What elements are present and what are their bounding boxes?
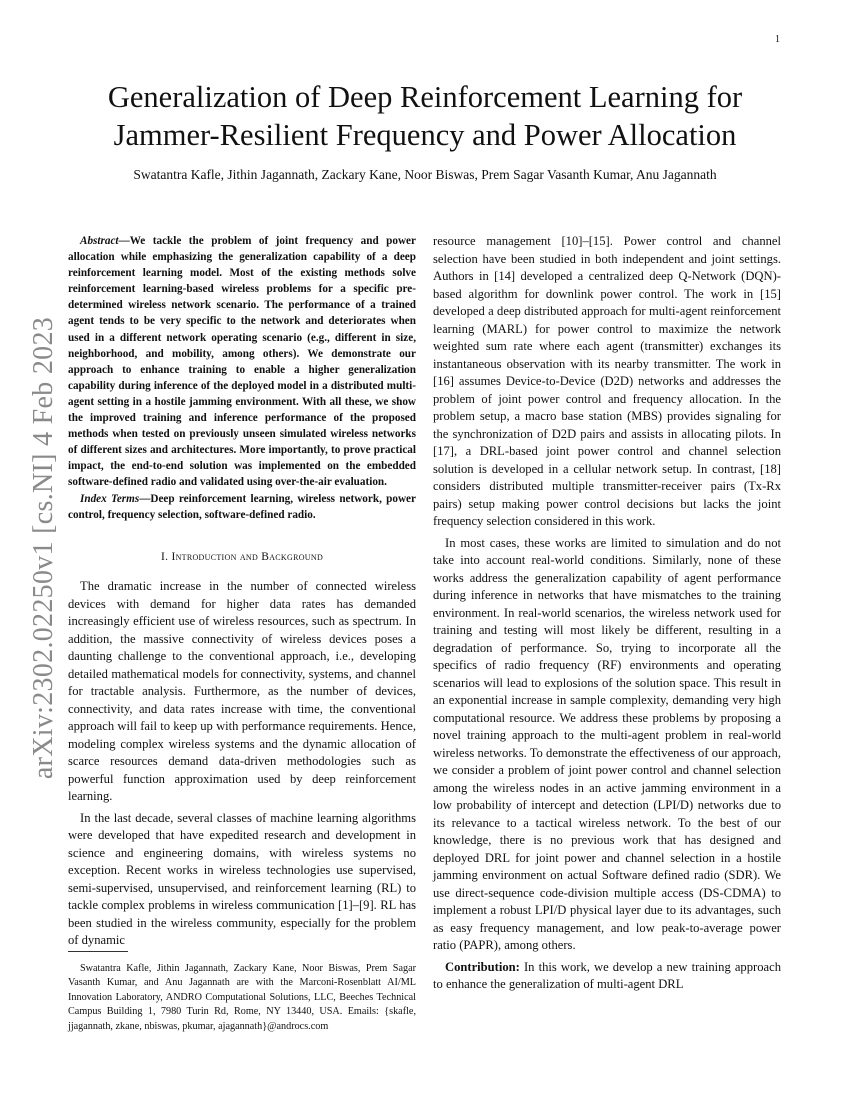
paragraph: In the last decade, several classes of machine learning algorithms were developed that have expedited research and development in science and engineering domains, with wireless systems no exception. Recent works in wireless technologies use supervised, semi-supervised, unsupervised, and reinforcement learning (RL) to tackle complex problems in wireless communication [1]–[9]. RL has been studied in the wireless community, especially for the problem of dynamic [68, 810, 416, 948]
section-title: Introduction and Background [171, 550, 324, 563]
author-list: Swatantra Kafle, Jithin Jagannath, Zackary Kane, Noor Biswas, Prem Sagar Vasanth Kumar, Anu Jagannath [133, 167, 717, 182]
title-line-2: Jammer-Resilient Frequency and Power Allocation [113, 118, 737, 152]
paragraph: In most cases, these works are limited to simulation and do not take into account real-world conditions. Similarly, none of these works address the generalization capability of agent performance during inference in networks that have mismatches to the training environment. In real-world scenarios, the wireless network used for training and testing will most likely be different, resulting in a degradation of performance. So, trying to incorporate all the specifics of radio frequency (RF) environments and operating scenarios will lead to explosions of the solution space. This result in an exponential increase in sample complexity, demanding very high computational resource. We address these problems by proposing a novel training approach to the multi-agent problem in real-world wireless networks. To demonstrate the effectiveness of our approach, we consider a problem of joint power control and channel selection among the wireless nodes in an active jamming environment in a low probability of intercept and detection (LPI/D) networks due to its relevance to a tactical wireless network. To the best of our knowledge, there is no previous work that has designed and deployed DRL for joint power and channel selection in a hostile jamming environment on actual Software defined radio (SDR). We use direct-sequence code-division multiple access (DS-CDMA) to implement a robust LPI/D physical layer due to its advantages, such as easy frequency management, and low peak-to-average power ratio (PAPR), among others. [433, 535, 781, 952]
index-terms-label: Index Terms [80, 492, 140, 505]
footnote-rule [68, 951, 128, 952]
index-terms-text: —Deep reinforcement learning, wireless network, power control, frequency selection, software-defined radio. [68, 492, 416, 521]
paragraph: The dramatic increase in the number of connected wireless devices with demand for higher data rates has demanded increasingly efficient use of wireless resources, such as spectrum. In addition, the massive connectivity of wireless devices poses a daunting challenge to the conventional approach, i.e., developing detailed mathematical models for connectivity, systems, and channel for tractable analysis. Furthermore, as the number of devices, connectivity, and data rates increase with time, the conventional approach will fail to keep up with performance requirements. Hence, modeling complex wireless systems and the dynamic allocation of scarce resources demand data-driven methodologies such as powerful function approximation used by deep reinforcement learning. [68, 579, 416, 804]
abstract [68, 233, 416, 491]
section-heading [68, 549, 416, 567]
title-line-1: Generalization of Deep Reinforcement Learning for [107, 80, 743, 114]
arxiv-identifier: arXiv:2302.02250v1 [cs.NI] 4 Feb 2023 [28, 316, 59, 780]
paragraph: resource management [10]–[15]. Power control and channel selection have been studied in both independent and joint settings. Authors in [14] developed a centralized deep Q-Network (DQN)-based algorithm for downlink power control. The work in [15] developed a deep distributed approach for multi-agent reinforcement learning (MARL) for power control to maximize the network weighted sum rate where each agent (transmitter) exchanges its instantaneous observation with its nearby transmitter. The work in [16] assumes Device-to-Device (D2D) networks and addresses the problem of joint power control and frequency allocation. In the problem setup, a macro base station (MBS) provides signaling for the synchronization of D2D pairs and assists in allocating pilots. In [17], a DRL-based joint power control and channel selection solution is developed in a cellular network setup. In contrast, [18] considers distributed multiple transmitter-receiver pairs (Tx-Rx pairs) setup making power control decisions but lacks the joint frequency selection considered in this work. [433, 234, 781, 528]
abstract-label: Abstract [80, 235, 119, 247]
abstract-text: —We tackle the problem of joint frequency and power allocation while emphasizing the generalization capability of a deep reinforcement learning model. Most of the existing methods solve reinforcement learning-based wireless problems for a specific pre-determined wireless network scenario. The performance of a trained agent tends to be very specific to the network and deteriorates when used in a different network operating scenario (e.g., different in size, neighborhood, and mobility, among others). We demonstrate our approach to enhance training to enable a higher generalization capability during inference of the deployed model in a distributed multi-agent setting in a hostile jamming environment. With all these, we show the improved training and inference performance of the proposed methods when tested on previously unseen simulated wireless networks of different sizes and architectures. More importantly, to prove practical impact, the end-to-end solution was implemented on the embedded software-defined radio and validated using over-the-air evaluation. [68, 235, 416, 489]
index-terms [68, 491, 416, 523]
contribution-label: Contribution: [445, 959, 520, 974]
author-affiliation-footnote: Swatantra Kafle, Jithin Jagannath, Zackary Kane, Noor Biswas, Prem Sagar Vasanth Kumar, and Anu Jagannath are with the Marconi-Rosenblatt AI/ML Innovation Laboratory, ANDRO Computational Solutions, LLC, Beeches Technical Campus Building 1, 7980 Turin Rd, Rome, NY 13440, USA. Emails: {skafle, jjagannath, zkane, nbiswas, pkumar, ajagannath}@androcs.com [68, 963, 416, 1032]
contribution-text: In this work, we develop a new training approach to enhance the generalization of multi-agent DRL [433, 959, 781, 991]
paper-title [60, 78, 790, 154]
contribution-paragraph [433, 959, 781, 994]
page-number: 1 [775, 34, 780, 45]
left-column [68, 233, 416, 950]
section-number: I. [160, 550, 169, 563]
right-column [433, 233, 781, 994]
